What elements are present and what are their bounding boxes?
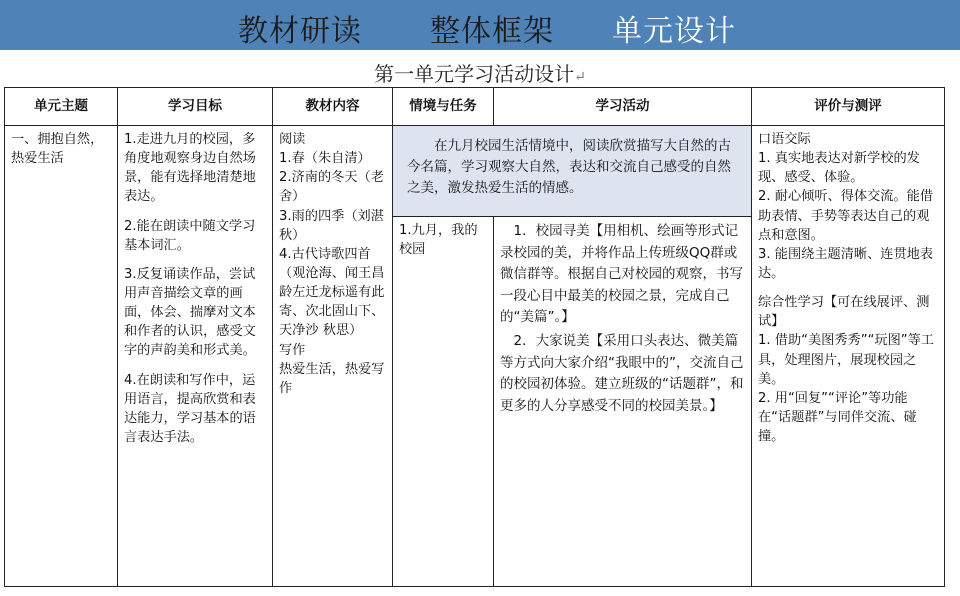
cell-task xyxy=(393,217,494,587)
cell-evaluation xyxy=(752,126,945,587)
nav-tab-unit-design[interactable]: 单元设计 xyxy=(612,14,736,49)
goal-item: 4.在朗读和写作中，运用语言，提高欣赏和表达能力，学习基本的语言表达手法。 xyxy=(124,372,256,445)
cell-learning-activities xyxy=(494,217,752,587)
cell-unit-theme xyxy=(5,126,118,587)
header-textbook-content: 教材内容 xyxy=(273,88,393,126)
document-title xyxy=(0,58,960,87)
eval-comp-item: 1. 借助“美图秀秀”“玩图”等工具，处理图片，展现校园之美。 xyxy=(758,333,934,387)
table-header-row xyxy=(5,88,945,126)
content-item: 写作 xyxy=(279,342,306,358)
goal-item: 3.反复诵读作品，尝试用声音描绘文章的画面，体会、揣摩对文本和作者的认识，感受文字的声韵美和形式美。 xyxy=(124,266,256,359)
table-row xyxy=(5,126,945,217)
nav-tab-textbook-study[interactable]: 教材研读 xyxy=(238,14,362,49)
content-item: 2.济南的冬天（老舍） xyxy=(279,170,384,205)
cell-scenario xyxy=(393,126,752,217)
paragraph-mark: ↵ xyxy=(574,69,586,85)
activity-item: 1．校园寻美【用相机、绘画等形式记录校园的美，并将作品上传班级QQ群或微信群等。根据自己对校园的观察，书写一段心目中最美的校园之景，完成自己的“美篇”。】 xyxy=(500,223,743,326)
cell-textbook-content xyxy=(273,126,393,587)
goal-item: 2.能在朗读中随文学习基本词汇。 xyxy=(124,218,256,253)
content-item: 1.春（朱自清） xyxy=(279,151,371,167)
eval-comp-title: 综合性学习【可在线展评、测试】 xyxy=(758,295,930,330)
content-item: 3.雨的四季（刘湛秋） xyxy=(279,208,384,243)
header-evaluation: 评价与测评 xyxy=(752,88,945,126)
activity-item: 2．大家说美【采用口头表达、微美篇等方式向大家介绍“我眼中的”，交流自己的校园初体验。建立班级的“话题群”，和更多的人分享感受不同的校园美景。】 xyxy=(500,332,744,414)
activity-design-table xyxy=(4,87,945,587)
eval-oral-item: 1. 真实地表达对新学校的发现、感受、体验。 xyxy=(758,151,920,186)
goal-item: 1.走进九月的校园，多角度地观察身边自然场景，能有选择地清楚地表达。 xyxy=(124,132,256,205)
content-item: 阅读 xyxy=(279,132,306,147)
cell-learning-goals xyxy=(118,126,273,587)
content-item: 4.古代诗歌四首（观沧海、闻王昌龄左迁龙标遥有此寄、次北固山下、天净沙 秋思） xyxy=(279,246,385,339)
eval-oral-title: 口语交际 xyxy=(758,132,811,147)
eval-comp-item: 2. 用“回复”“评论”等功能在“话题群”与同伴交流、碰撞。 xyxy=(758,390,917,445)
nav-tab-overall-framework[interactable]: 整体框架 xyxy=(430,14,554,49)
task-text: 1.九月，我的校园 xyxy=(399,223,478,258)
eval-oral-item: 3. 能围绕主题清晰、连贯地表达。 xyxy=(758,246,934,281)
unit-theme-text: 一、拥抱自然，热爱生活 xyxy=(11,132,104,167)
header-learning-goals: 学习目标 xyxy=(118,88,273,126)
scenario-text: 在九月校园生活情境中，阅读欣赏描写大自然的古今名篇，学习观察大自然，表达和交流自己感受的自然之美，激发热爱生活的情感。 xyxy=(407,138,731,196)
eval-oral-item: 2. 耐心倾听、得体交流。能借助表情、手势等表达自己的观点和意图。 xyxy=(758,189,934,243)
header-unit-theme: 单元主题 xyxy=(5,88,118,126)
top-nav-bar xyxy=(0,0,960,50)
header-learning-activities: 学习活动 xyxy=(494,88,752,126)
content-item: 热爱生活，热爱写作 xyxy=(279,361,385,396)
header-scenario-task: 情境与任务 xyxy=(393,88,494,126)
document-title-text: 第一单元学习活动设计 xyxy=(374,62,575,86)
